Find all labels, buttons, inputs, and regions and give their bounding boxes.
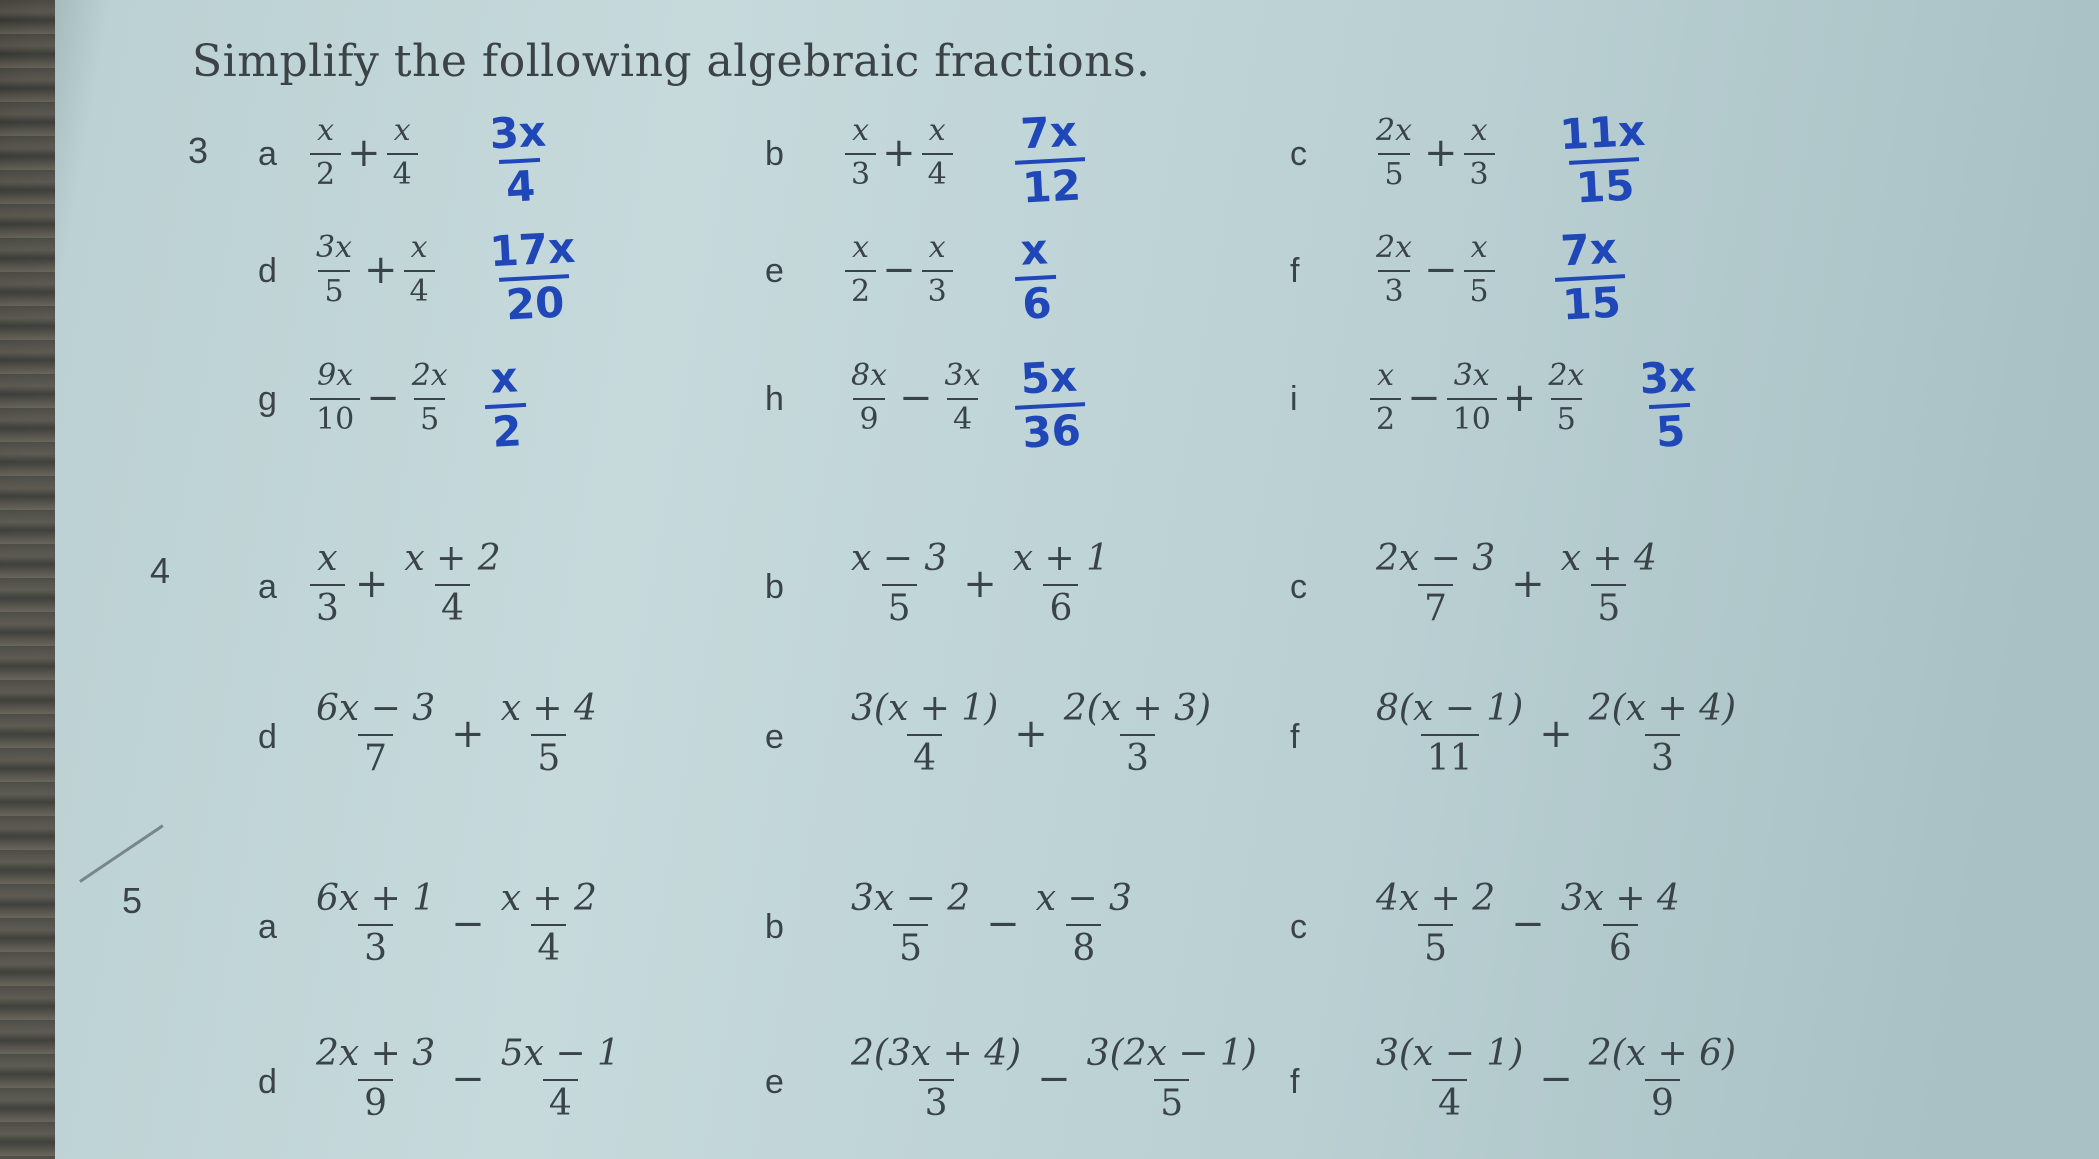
operator: − (451, 1055, 485, 1102)
numerator: 5x − 1 (500, 1033, 620, 1074)
denominator: 5 (414, 398, 445, 436)
numerator: 2x + 3 (316, 1033, 436, 1074)
fraction (1370, 880, 1501, 968)
part-label: f (1290, 252, 1300, 290)
denominator: 2 (845, 270, 876, 308)
answer-denominator: 20 (499, 274, 572, 328)
part-label: c (1290, 908, 1307, 946)
part-label: c (1290, 135, 1307, 173)
denominator: 7 (358, 734, 393, 778)
part-label: e (765, 252, 784, 290)
numerator: 9x (317, 358, 354, 393)
denominator: 5 (1591, 584, 1626, 628)
fraction-expression (1370, 1035, 1742, 1123)
fraction (845, 115, 876, 190)
numerator: 2(3x + 4) (851, 1033, 1022, 1074)
fraction-expression (310, 690, 603, 778)
part-label: b (765, 908, 784, 946)
fraction (845, 360, 893, 435)
operator: − (451, 900, 485, 947)
denominator: 10 (310, 398, 360, 436)
fraction-expression (845, 360, 987, 435)
denominator: 9 (1645, 1079, 1680, 1123)
answer-denominator: 6 (1015, 275, 1059, 327)
numerator: 8x (851, 358, 888, 393)
numerator: 2x (1548, 358, 1585, 393)
denominator: 4 (435, 584, 470, 628)
denominator: 7 (1418, 584, 1453, 628)
denominator: 8 (1066, 924, 1101, 968)
fraction (1464, 115, 1495, 190)
numerator: 8(x − 1) (1376, 688, 1524, 729)
page-title: Simplify the following algebraic fractions. (192, 36, 1151, 87)
fraction-expression (845, 1035, 1263, 1123)
numerator: 6x + 1 (316, 878, 436, 919)
operator: + (451, 710, 485, 757)
part-label: e (765, 718, 784, 756)
numerator: x + 2 (404, 538, 501, 579)
fraction (310, 360, 360, 435)
denominator: 3 (310, 584, 345, 628)
part-label: b (765, 568, 784, 606)
numerator: 3(2x − 1) (1086, 1033, 1257, 1074)
operator: − (1539, 1055, 1573, 1102)
answer-denominator: 2 (485, 403, 529, 455)
handwritten-answer (482, 222, 585, 330)
fraction-expression (1370, 690, 1742, 778)
numerator: 3x + 4 (1560, 878, 1680, 919)
operator: − (1407, 374, 1441, 421)
numerator: x (1470, 230, 1488, 265)
part-label: d (258, 252, 277, 290)
fraction (387, 115, 418, 190)
fraction (495, 1035, 626, 1123)
fraction (1583, 1035, 1742, 1123)
denominator: 5 (893, 924, 928, 968)
fraction (404, 232, 435, 307)
operator: + (882, 129, 916, 176)
answer-numerator: 7x (1019, 106, 1079, 159)
answer-numerator: 3x (1638, 351, 1698, 404)
part-label: a (258, 135, 277, 173)
numerator: x (317, 113, 334, 148)
numerator: x (852, 113, 869, 148)
answer-numerator: 3x (488, 106, 548, 159)
denominator: 9 (358, 1079, 393, 1123)
denominator: 3 (1378, 270, 1409, 308)
denominator: 5 (318, 270, 349, 308)
operator: + (354, 560, 389, 607)
fraction (1370, 360, 1401, 435)
fraction-expression (310, 1035, 626, 1123)
part-label: d (258, 718, 277, 756)
denominator: 3 (1645, 734, 1680, 778)
fraction (310, 115, 341, 190)
question-number: 3 (188, 130, 209, 171)
fraction (310, 690, 441, 778)
handwritten-answer (1012, 351, 1087, 458)
fraction (845, 1035, 1027, 1123)
operator: + (347, 129, 381, 176)
fraction (1370, 1035, 1529, 1123)
fraction (1555, 540, 1663, 628)
denominator: 3 (1464, 153, 1495, 191)
denominator: 4 (531, 924, 566, 968)
handwritten-answer (482, 106, 555, 212)
answer-denominator: 15 (1569, 157, 1642, 211)
denominator: 2 (310, 153, 341, 191)
numerator: x + 4 (500, 688, 597, 729)
denominator: 9 (853, 398, 884, 436)
operator: + (963, 560, 997, 607)
denominator: 11 (1421, 734, 1479, 778)
fraction (495, 690, 603, 778)
numerator: x (393, 113, 411, 148)
fraction-expression (845, 115, 953, 190)
operator: + (1511, 560, 1545, 607)
fraction-expression (845, 690, 1217, 778)
numerator: 2(x + 6) (1588, 1033, 1737, 1074)
fraction (845, 880, 976, 968)
operator: − (882, 246, 916, 293)
denominator: 3 (845, 153, 876, 191)
answer-numerator: x (489, 352, 519, 403)
numerator: x (317, 538, 338, 579)
fraction (922, 232, 953, 307)
operator: + (1424, 129, 1458, 176)
answer-numerator: 17x (488, 222, 577, 277)
fraction (1370, 690, 1529, 778)
answer-denominator: 4 (499, 158, 543, 210)
fraction-expression (310, 540, 507, 628)
fraction (939, 360, 987, 435)
part-label: g (258, 380, 277, 418)
denominator: 5 (531, 734, 566, 778)
operator: + (1502, 374, 1537, 421)
numerator: 3x (316, 230, 353, 265)
fraction (845, 690, 1004, 778)
fraction (1030, 880, 1138, 968)
numerator: x + 2 (500, 878, 597, 919)
fraction (310, 1035, 441, 1123)
numerator: x (410, 230, 428, 265)
numerator: 3x − 2 (851, 878, 971, 919)
operator: − (986, 900, 1020, 947)
operator: − (1511, 900, 1545, 947)
denominator: 5 (1378, 153, 1409, 191)
fraction (922, 115, 953, 190)
denominator: 4 (947, 398, 978, 436)
operator: − (899, 374, 933, 421)
fraction (1542, 360, 1590, 435)
numerator: 2(x + 4) (1588, 688, 1737, 729)
numerator: 2x − 3 (1376, 538, 1496, 579)
answer-numerator: 5x (1019, 351, 1079, 404)
numerator: x (1377, 358, 1394, 393)
book-binding-edge (0, 0, 55, 1159)
denominator: 4 (907, 734, 942, 778)
handwritten-answer (1012, 106, 1087, 213)
handwritten-answer (1632, 351, 1705, 457)
answer-denominator: 5 (1649, 403, 1693, 455)
fraction-expression (1370, 232, 1495, 307)
operator: + (1014, 710, 1048, 757)
part-label: f (1290, 718, 1300, 756)
fraction-expression (310, 232, 435, 307)
numerator: x (928, 113, 946, 148)
denominator: 5 (1551, 398, 1582, 436)
fraction (1447, 360, 1497, 435)
numerator: x (852, 230, 869, 265)
numerator: 2x (1376, 113, 1413, 148)
handwritten-answer (1552, 223, 1627, 330)
part-label: a (258, 568, 277, 606)
denominator: 3 (358, 924, 393, 968)
fraction (310, 880, 441, 968)
denominator: 4 (922, 153, 953, 191)
answer-numerator: x (1019, 224, 1049, 275)
denominator: 3 (919, 1079, 954, 1123)
denominator: 10 (1447, 398, 1497, 436)
operator: − (366, 374, 400, 421)
answer-numerator: 11x (1558, 105, 1647, 160)
numerator: 4x + 2 (1376, 878, 1496, 919)
numerator: x − 3 (851, 538, 948, 579)
handwritten-answer (1012, 224, 1058, 329)
denominator: 5 (1418, 924, 1453, 968)
handwritten-answer (1552, 105, 1655, 213)
denominator: 3 (922, 270, 953, 308)
denominator: 4 (1432, 1079, 1467, 1123)
fraction-expression (1370, 360, 1590, 435)
numerator: 2(x + 3) (1063, 688, 1212, 729)
fraction (1464, 232, 1495, 307)
denominator: 4 (404, 270, 435, 308)
fraction (1370, 540, 1501, 628)
part-label: f (1290, 1063, 1300, 1101)
fraction (1370, 232, 1418, 307)
denominator: 5 (1154, 1079, 1189, 1123)
numerator: 3(x + 1) (851, 688, 999, 729)
fraction-expression (1370, 115, 1495, 190)
answer-denominator: 36 (1015, 402, 1088, 456)
operator: + (1539, 710, 1573, 757)
denominator: 5 (1464, 270, 1495, 308)
part-label: e (765, 1063, 784, 1101)
part-label: i (1290, 380, 1298, 418)
operator: − (1037, 1055, 1071, 1102)
fraction (1370, 115, 1418, 190)
question-number: 4 (150, 550, 171, 591)
denominator: 5 (882, 584, 917, 628)
fraction-expression (310, 115, 418, 190)
fraction (1058, 690, 1217, 778)
numerator: 6x − 3 (316, 688, 436, 729)
part-label: d (258, 1063, 277, 1101)
fraction (1583, 690, 1742, 778)
denominator: 6 (1603, 924, 1638, 968)
denominator: 4 (387, 153, 418, 191)
handwritten-answer (482, 352, 528, 457)
answer-denominator: 15 (1555, 274, 1628, 328)
numerator: x + 4 (1560, 538, 1657, 579)
numerator: 3(x − 1) (1376, 1033, 1524, 1074)
fraction (406, 360, 454, 435)
fraction (495, 880, 603, 968)
fraction-expression (310, 360, 454, 435)
fraction-expression (310, 880, 603, 968)
pencil-mark (79, 824, 164, 882)
operator: + (364, 246, 398, 293)
numerator: 2x (1376, 230, 1413, 265)
denominator: 3 (1120, 734, 1155, 778)
fraction (1555, 880, 1686, 968)
part-label: a (258, 908, 277, 946)
fraction-expression (1370, 540, 1663, 628)
part-label: b (765, 135, 784, 173)
fraction (845, 540, 953, 628)
numerator: 3x (944, 358, 981, 393)
fraction (398, 540, 506, 628)
denominator: 6 (1043, 584, 1078, 628)
question-number: 5 (122, 880, 143, 921)
fraction-expression (1370, 880, 1686, 968)
fraction (845, 232, 876, 307)
answer-denominator: 12 (1015, 157, 1088, 211)
denominator: 2 (1370, 398, 1401, 436)
numerator: x (1470, 113, 1488, 148)
fraction-expression (845, 540, 1115, 628)
answer-numerator: 7x (1559, 223, 1619, 276)
fraction (310, 540, 345, 628)
numerator: x (928, 230, 946, 265)
operator: − (1424, 246, 1458, 293)
part-label: c (1290, 568, 1307, 606)
numerator: 2x (411, 358, 448, 393)
fraction (310, 232, 358, 307)
part-label: h (765, 380, 784, 418)
denominator: 4 (543, 1079, 578, 1123)
numerator: 3x (1453, 358, 1490, 393)
fraction (1081, 1035, 1263, 1123)
fraction (1007, 540, 1115, 628)
fraction-expression (845, 880, 1138, 968)
fraction-expression (845, 232, 953, 307)
numerator: x − 3 (1035, 878, 1132, 919)
numerator: x + 1 (1012, 538, 1110, 579)
